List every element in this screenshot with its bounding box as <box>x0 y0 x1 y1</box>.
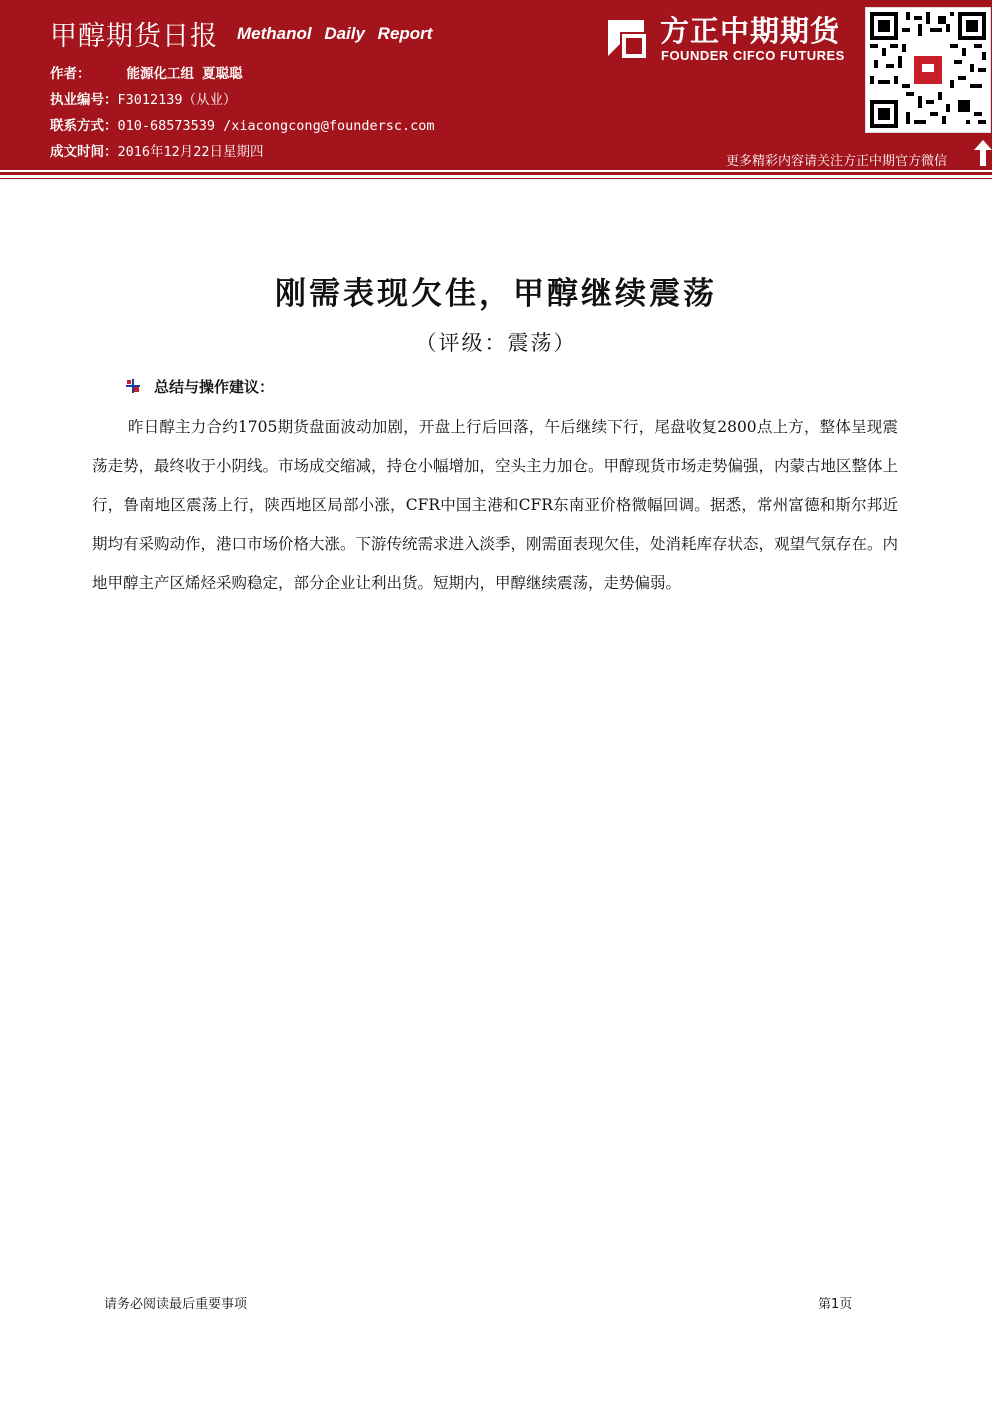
header-divider <box>0 172 992 175</box>
article-headline: 刚需表现欠佳，甲醇继续震荡 <box>275 276 717 312</box>
date-value: 2016年12月22日星期四 <box>117 144 264 160</box>
contact-label: 联系方式： <box>50 118 118 134</box>
section-heading <box>126 376 274 397</box>
contact-line <box>50 114 434 134</box>
header-divider-thin <box>0 178 992 179</box>
bullet-icon <box>126 379 140 397</box>
report-title-en: Methanol Daily Report <box>237 24 433 43</box>
founder-logo-icon <box>604 16 648 60</box>
author-line <box>50 62 243 82</box>
license-label: 执业编号： <box>50 92 118 108</box>
date-label: 成文时间： <box>50 144 118 160</box>
article-body: 昨日醇主力合约1705期货盘面波动加剧，开盘上行后回落，午后继续下行，尾盘收复2800点上方，整体呈现震荡走势，最终收于小阴线。市场成交缩减，持仓小幅增加，空头主力加仓。甲醇现货市场走势偏强，内蒙古地区整体上行，鲁南地区震荡上行，陕西地区局部小涨，CFR中国主港和CFR东南亚价格微幅回调。据悉，常州富德和斯尔邦近期均有采购动作，港口市场价格大涨。下游传统需求进入淡季，刚需面表现欠佳，处消耗库存状态，观望气氛存在。内地甲醇主产区烯烃采购稳定，部分企业让利出货。短期内，甲醇继续震荡，走势偏弱。 <box>92 418 899 592</box>
brand-name-en: FOUNDER CIFCO FUTURES <box>661 48 845 63</box>
article-rating: （评级：震荡） <box>415 331 577 355</box>
date-line <box>50 140 264 160</box>
contact-value: 010-68573539 /xiacongcong@foundersc.com <box>117 118 435 134</box>
page-number: 第1页 <box>818 1297 853 1312</box>
license-line <box>50 88 237 108</box>
author-label: 作者： <box>50 66 91 82</box>
follow-wechat-note: 更多精彩内容请关注方正中期官方微信 <box>726 154 948 169</box>
license-value: F3012139（从业） <box>117 92 237 108</box>
author-value: 能源化工组 夏聪聪 <box>126 66 243 82</box>
wechat-qr-code <box>865 7 991 133</box>
report-header <box>0 0 992 170</box>
section-heading-text: 总结与操作建议： <box>154 378 275 396</box>
footer-disclaimer-note: 请务必阅读最后重要事项 <box>104 1297 248 1312</box>
up-arrow-icon <box>974 140 992 170</box>
brand-name-cn: 方正中期期货 <box>660 14 841 48</box>
report-title-cn: 甲醇期货日报 <box>50 21 218 52</box>
